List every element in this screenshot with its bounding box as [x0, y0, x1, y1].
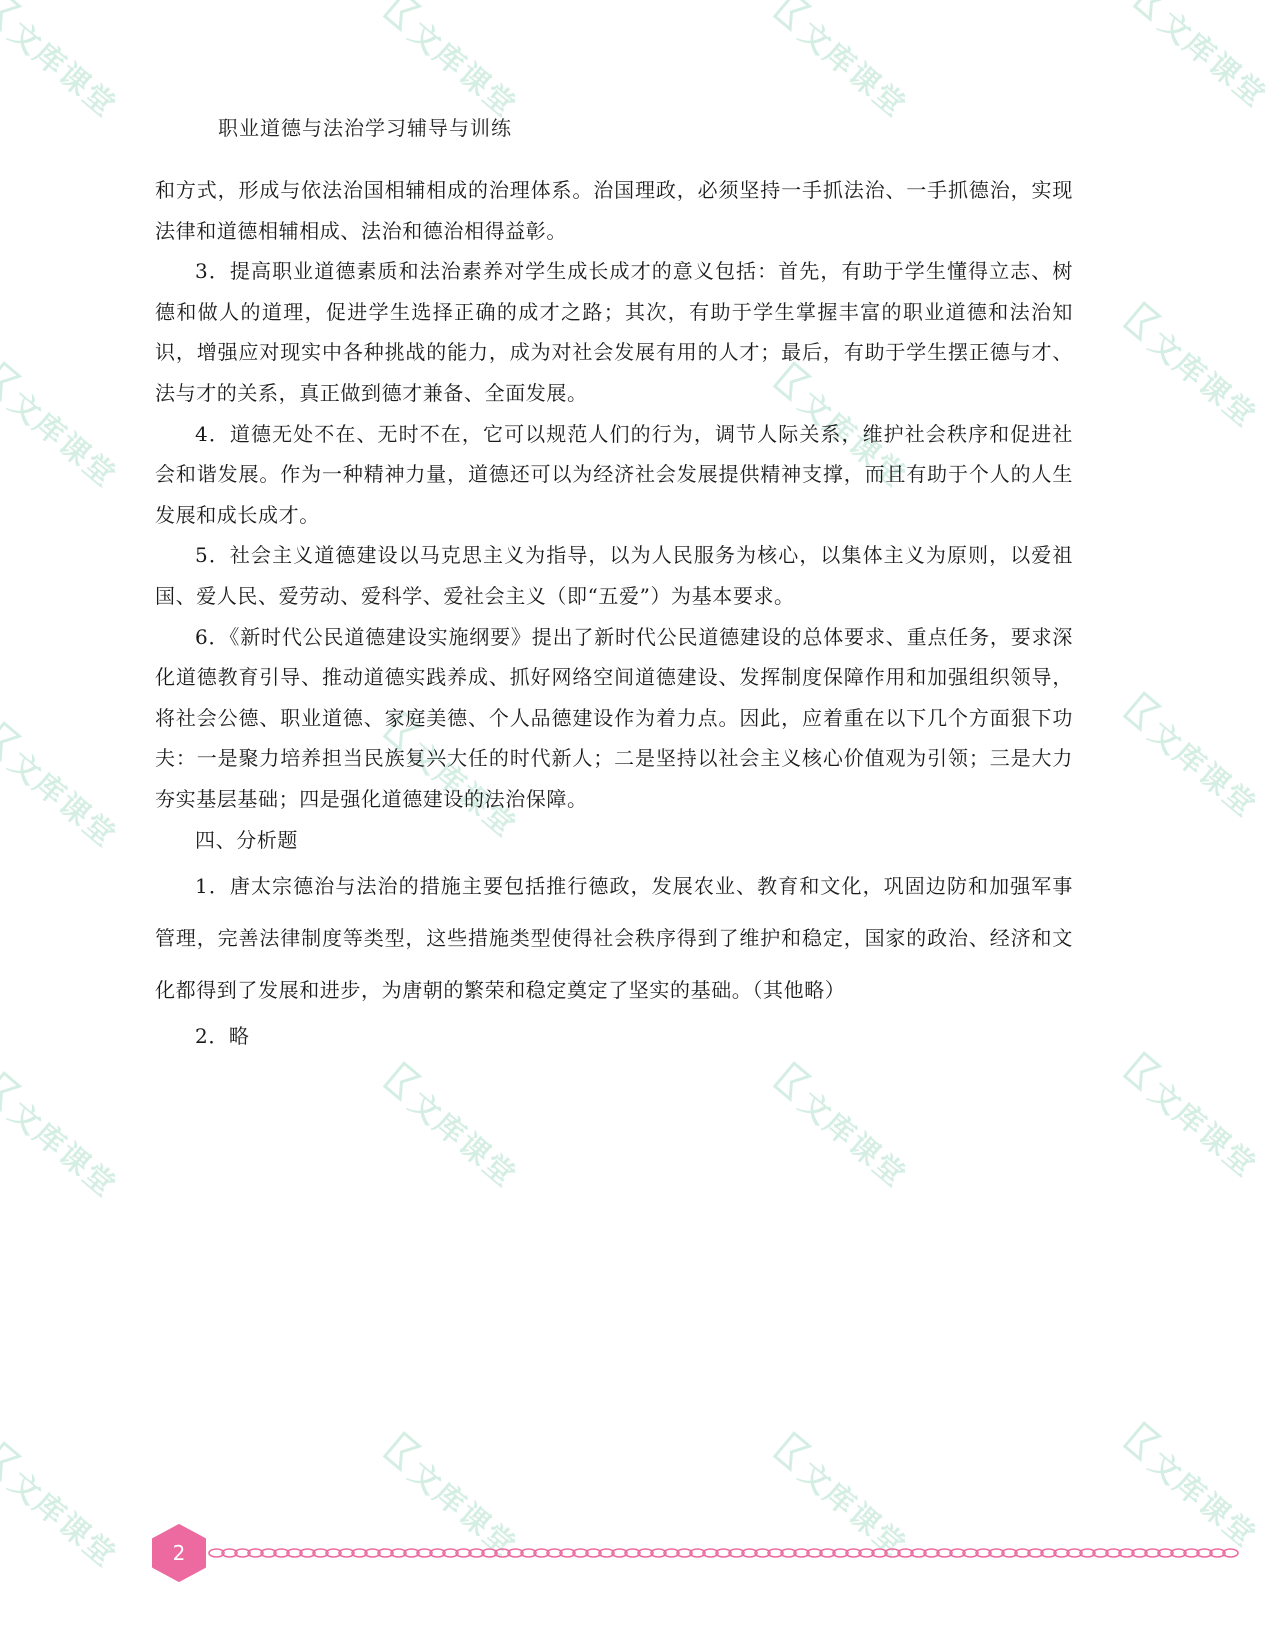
watermark-logo: 文库课堂: [1105, 1040, 1265, 1190]
paragraph: 4．道德无处不在、无时不在，它可以规范人们的行为，调节人际关系，维护社会秩序和促进社会和谐发展。作为一种精神力量，道德还可以为经济社会发展提供精神支撑，而且有助于个人的人生发展和成长成才。: [155, 421, 1073, 527]
paragraph: 3．提高职业道德素质和法治素养对学生成长成才的意义包括：首先，有助于学生懂得立志、树德和做人的道理，促进学生选择正确的成才之路；其次，有助于学生掌握丰富的职业道德和法治知识，增强应对现实中各种挑战的能力，成为对社会发展有用的人才；最后，有助于学生摆正德与才、法与才的关系，真正做到德才兼备、全面发展。: [155, 259, 1073, 405]
watermark-logo: 文库课堂: [0, 350, 125, 500]
section-heading: 四、分析题: [195, 827, 298, 852]
paragraph: 2．略: [195, 1024, 250, 1049]
watermark-logo: 文库课堂: [1105, 680, 1265, 830]
paragraph: 5．社会主义道德建设以马克思主义为指导，以为人民服务为核心，以集体主义为原则，以爱祖国、爱人民、爱劳动、爱科学、爱社会主义（即“五爱”）为基本要求。: [155, 543, 1073, 608]
watermark-logo: 文库课堂: [755, 350, 915, 500]
watermark-logo: 文库课堂: [365, 700, 525, 850]
watermark-logo: 文库课堂: [1105, 290, 1265, 440]
page-number-badge: [150, 1523, 208, 1583]
watermark-logo: 文库课堂: [0, 710, 125, 860]
paragraph: 6．《新时代公民道德建设实施纲要》提出了新时代公民道德建设的总体要求、重点任务，要求深化道德教育引导、推动道德实践养成、抓好网络空间道德建设、发挥制度保障作用和加强组织领导，将社会公德、职业道德、家庭美德、个人品德建设作为着力点。因此，应着重在以下几个方面狠下功夫：一是聚力培养担当民族复兴大任的时代新人；二是坚持以社会主义核心价值观为引领；三是大力夯实基层基础；四是强化道德建设的法治保障。: [155, 624, 1073, 811]
watermark-logo: 文库课堂: [0, 0, 125, 130]
watermark-logo: 文库课堂: [1105, 1410, 1265, 1560]
watermark-logo: 文库课堂: [365, 1050, 525, 1200]
watermark-logo: 文库课堂: [365, 0, 525, 130]
watermark-logo: 文库课堂: [755, 1050, 915, 1200]
watermark-logo: 文库课堂: [0, 1430, 125, 1580]
watermark-logo: 文库课堂: [755, 0, 915, 130]
watermark-logo: 文库课堂: [755, 1420, 915, 1570]
running-header: 职业道德与法治学习辅导与训练: [218, 116, 512, 140]
footer-chain-icon: [150, 1520, 1225, 1590]
watermark-logo: 文库课堂: [1115, 0, 1275, 120]
paragraph: 和方式，形成与依法治国相辅相成的治理体系。治国理政，必须坚持一手抓法治、一手抓德治，实现法律和道德相辅相成、法治和德治相得益彰。: [155, 178, 1073, 243]
watermark-logo: 文库课堂: [0, 1060, 125, 1210]
page-number: 2: [172, 1541, 186, 1565]
paragraph: 1．唐太宗德治与法治的措施主要包括推行德政，发展农业、教育和文化，巩固边防和加强军事管理，完善法律制度等类型，这些措施类型使得社会秩序得到了维护和稳定，国家的政治、经济和文化都得到了发展和进步，为唐朝的繁荣和稳定奠定了坚实的基础。（其他略）: [155, 874, 1073, 1003]
watermark-logo: 文库课堂: [365, 1420, 525, 1570]
body-text: [155, 170, 1073, 1057]
